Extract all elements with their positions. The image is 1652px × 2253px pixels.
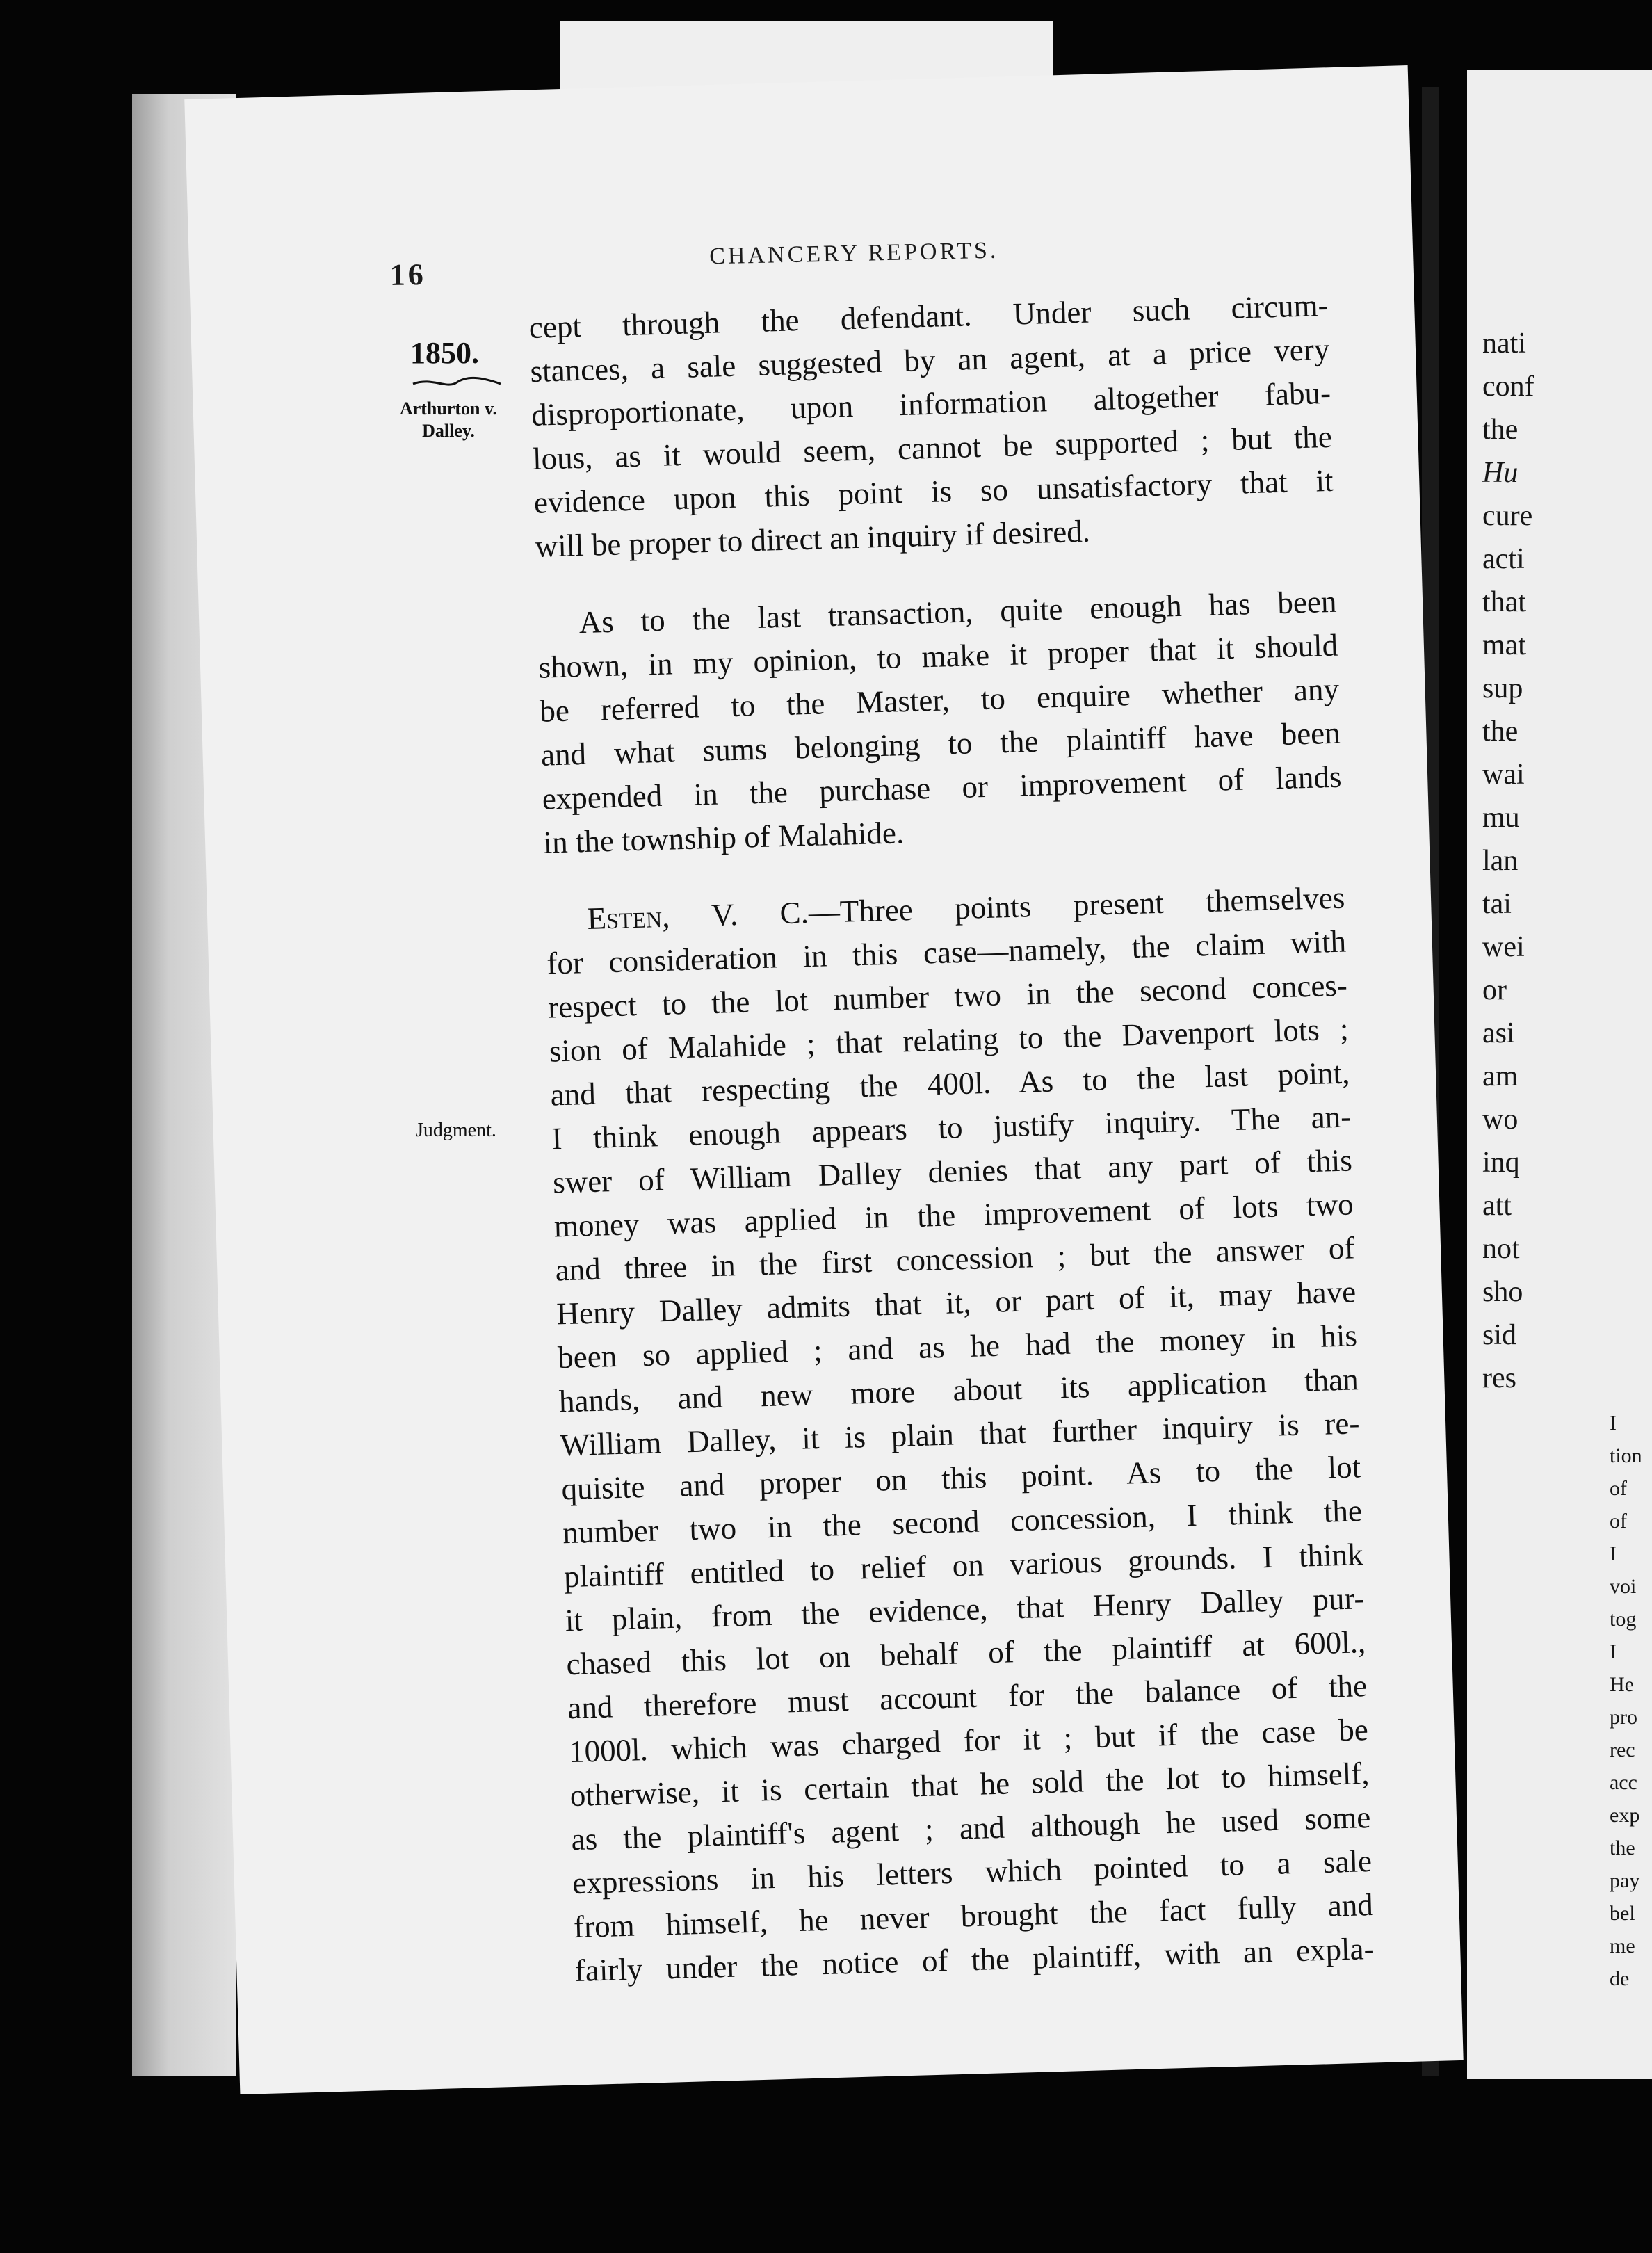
adjacent-fragment: res — [1482, 1362, 1516, 1394]
adjacent-fragment: that — [1482, 586, 1526, 618]
text-line: fairly under the notice of the plaintiff, with an expla- — [574, 1930, 1375, 1989]
margin-case-line: Dalley. — [422, 421, 475, 441]
text-line: it plain, from the evidence, that Henry Dalley pur- — [565, 1581, 1366, 1638]
adjacent-fragment-small: de — [1610, 1967, 1630, 1990]
adjacent-fragment-small: the — [1610, 1836, 1635, 1859]
text-line: and three in the first concession ; but the answer of — [555, 1230, 1355, 1288]
paragraph-3-lines — [546, 920, 1375, 1994]
paragraph-1 — [528, 284, 1335, 569]
adjacent-fragment: am — [1482, 1060, 1519, 1092]
text-line: stances, a sale suggested by an agent, at a price very — [529, 331, 1330, 389]
text-line: in the township of Malahide. — [542, 815, 905, 860]
adjacent-fragment: sup — [1482, 672, 1523, 704]
text-line: number two in the second concession, I think the — [562, 1493, 1363, 1551]
text-line: sion of Malahide ; that relating to the Davenport lots ; — [549, 1011, 1350, 1069]
speaker-name: Esten, V. C. — [586, 895, 809, 936]
text-line: quisite and proper on this point. As to the lot — [560, 1449, 1361, 1507]
adjacent-page — [1467, 70, 1652, 2079]
text-line: will be proper to direct an inquiry if desired. — [534, 513, 1091, 564]
adjacent-fragment-small: pro — [1610, 1706, 1637, 1729]
adjacent-fragment: inq — [1482, 1147, 1520, 1179]
adjacent-fragment: wai — [1482, 759, 1525, 791]
adjacent-fragment: cure — [1482, 500, 1533, 532]
text-line: lous, as it would seem, cannot be supported ; but the — [532, 419, 1333, 476]
text-line: otherwise, it is certain that he sold the lot to himself, — [569, 1756, 1370, 1814]
text-line: evidence upon this point is so unsatisfactory that it — [533, 462, 1334, 520]
text-line: I think enough appears to justify inquiry. The an- — [551, 1099, 1352, 1156]
text-line: shown, in my opinion, to make it proper that it should — [537, 627, 1338, 685]
adjacent-fragment: Hu — [1482, 457, 1519, 489]
adjacent-fragment-small: tion — [1610, 1444, 1642, 1467]
adjacent-fragment: att — [1482, 1190, 1512, 1222]
adjacent-fragment-small: me — [1610, 1935, 1635, 1957]
adjacent-fragment-small: rec — [1610, 1738, 1635, 1761]
margin-case-line: Arthurton v. — [399, 398, 498, 419]
text-line: expressions in his letters which pointed to a sale — [572, 1843, 1372, 1901]
text-line: swer of William Dalley denies that any part of this — [552, 1142, 1353, 1200]
adjacent-fragment-small: bel — [1610, 1902, 1635, 1925]
adjacent-fragment: nati — [1482, 328, 1526, 360]
swash-ornament — [412, 376, 502, 389]
margin-case-name — [389, 398, 508, 442]
text-line: disproportionate, upon information altogether fabu- — [531, 375, 1331, 433]
adjacent-fragment: mu — [1482, 802, 1520, 834]
adjacent-fragment-small: I — [1610, 1640, 1617, 1663]
text-line: from himself, he never brought the fact fully and — [573, 1887, 1374, 1945]
adjacent-fragment: or — [1482, 974, 1507, 1006]
adjacent-fragment: sid — [1482, 1319, 1517, 1351]
adjacent-fragment-small: exp — [1610, 1804, 1640, 1827]
text-line: 1000l. which was charged for it ; but if the case be — [568, 1712, 1369, 1770]
adjacent-fragment: acti — [1482, 543, 1525, 575]
text-line: money was applied in the improvement of lots two — [553, 1186, 1354, 1244]
text-line: hands, and new more about its application than — [558, 1362, 1359, 1419]
text-line: expended in the purchase or improvement of lands — [542, 759, 1343, 816]
text-line: and what sums belonging to the plaintiff have been — [540, 715, 1341, 773]
text-line: and therefore must account for the balance of the — [567, 1668, 1368, 1726]
adjacent-fragment-small: pay — [1610, 1869, 1640, 1892]
paragraph-2 — [537, 580, 1343, 865]
text-line: plaintiff entitled to relief on various grounds. I think — [563, 1537, 1364, 1594]
adjacent-fragment: wei — [1482, 931, 1525, 963]
adjacent-fragment-small: acc — [1610, 1771, 1637, 1794]
text-line: as the plaintiff's agent ; and although he used some — [570, 1800, 1371, 1857]
adjacent-fragment-small: He — [1610, 1673, 1634, 1696]
adjacent-fragment: wo — [1482, 1104, 1519, 1136]
text-line: William Dalley, it is plain that further inquiry is re- — [560, 1405, 1361, 1463]
adjacent-fragment: not — [1482, 1233, 1520, 1265]
adjacent-fragment-small: tog — [1610, 1608, 1637, 1631]
adjacent-fragment-small: I — [1610, 1412, 1617, 1435]
adjacent-fragment: tai — [1482, 888, 1512, 920]
page-number: 16 — [389, 257, 427, 292]
text-line-rest: —Three points present themselves — [808, 880, 1345, 930]
adjacent-fragment-small: voi — [1610, 1575, 1637, 1598]
running-header-title: CHANCERY REPORTS. — [708, 237, 999, 270]
text-line: respect to the lot number two in the second conces- — [547, 967, 1348, 1025]
adjacent-fragment: asi — [1482, 1017, 1515, 1049]
text-line: been so applied ; and as he had the money in his — [557, 1318, 1358, 1375]
paragraph-3 — [545, 876, 1375, 1993]
text-line: cept through the defendant. Under such circum- — [528, 287, 1329, 345]
text-line: Henry Dalley admits that it, or part of it, may have — [556, 1274, 1357, 1332]
margin-judgment: Judgment. — [416, 1120, 496, 1141]
text-line: As to the last transaction, quite enough has been — [578, 583, 1338, 640]
adjacent-fragment: the — [1482, 716, 1519, 748]
margin-year: 1850. — [410, 336, 479, 370]
text-line: and that respecting the 400l. As to the last point, — [549, 1055, 1350, 1113]
text-line: chased this lot on behalf of the plaintiff at 600l., — [565, 1624, 1366, 1682]
adjacent-fragment: conf — [1482, 371, 1534, 403]
adjacent-fragment: the — [1482, 414, 1519, 446]
adjacent-fragment-small: of — [1610, 1510, 1627, 1533]
text-line: for consideration in this case—namely, the claim with — [546, 923, 1347, 981]
adjacent-fragment: sho — [1482, 1276, 1523, 1308]
adjacent-fragment: lan — [1482, 845, 1519, 877]
body-text — [528, 284, 1375, 1993]
text-line: be referred to the Master, to enquire whether any — [539, 671, 1340, 729]
adjacent-fragment-small: of — [1610, 1477, 1627, 1500]
adjacent-fragment: mat — [1482, 629, 1526, 661]
adjacent-fragment-small: I — [1610, 1542, 1617, 1565]
